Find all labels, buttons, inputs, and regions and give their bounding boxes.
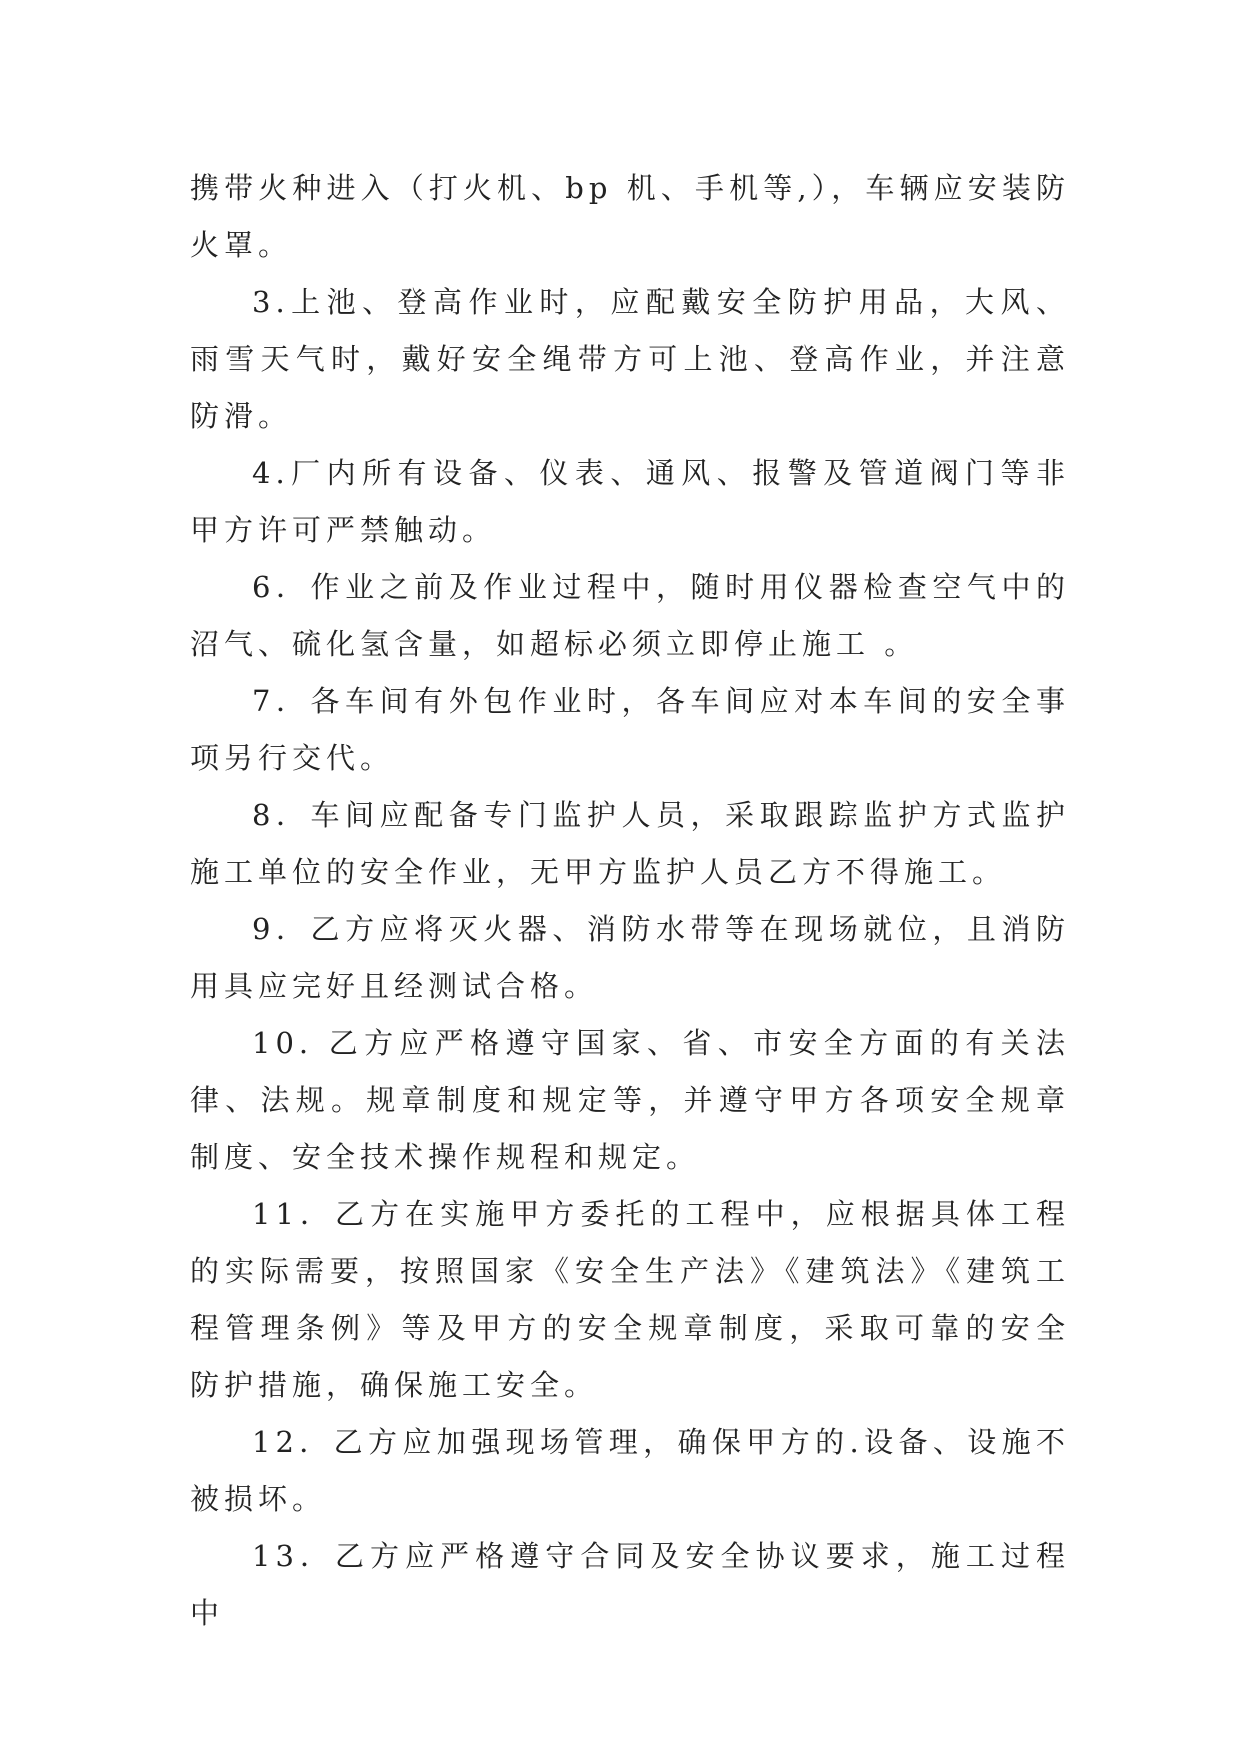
paragraph-item-3: 3.上池、登高作业时，应配戴安全防护用品，大风、雨雪天气时，戴好安全绳带方可上池、登高作业，并注意防滑。 <box>190 285 1070 433</box>
paragraph-item-7: 7．各车间有外包作业时，各车间应对本车间的安全事项另行交代。 <box>190 684 1070 775</box>
paragraph-item-6: 6．作业之前及作业过程中，随时用仪器检查空气中的沼气、硫化氢含量，如超标必须立即停止施工 。 <box>190 570 1070 661</box>
paragraph-item-4: 4.厂内所有设备、仪表、通风、报警及管道阀门等非甲方许可严禁触动。 <box>190 456 1070 547</box>
paragraph-item-13: 13．乙方应严格遵守合同及安全协议要求，施工过程中 <box>190 1539 1070 1630</box>
paragraph-item-9: 9．乙方应将灭火器、消防水带等在现场就位，且消防用具应完好且经测试合格。 <box>190 912 1070 1003</box>
paragraph-item-12: 12．乙方应加强现场管理，确保甲方的.设备、设施不被损坏。 <box>190 1425 1070 1516</box>
paragraph-item-10: 10. 乙方应严格遵守国家、省、市安全方面的有关法律、法规。规章制度和规定等，并遵守甲方各项安全规章制度、安全技术操作规程和规定。 <box>190 1026 1070 1174</box>
document-body <box>190 160 1070 1642</box>
paragraph-item-8: 8．车间应配备专门监护人员，采取跟踪监护方式监护施工单位的安全作业，无甲方监护人员乙方不得施工。 <box>190 798 1070 889</box>
paragraph-continuation: 携带火种进入（打火机、bp 机、手机等,），车辆应安装防火罩。 <box>190 171 1070 262</box>
paragraph-item-11: 11．乙方在实施甲方委托的工程中，应根据具体工程的实际需要，按照国家《安全生产法》《建筑法》《建筑工程管理条例》等及甲方的安全规章制度，采取可靠的安全防护措施，确保施工安全。 <box>190 1197 1070 1402</box>
